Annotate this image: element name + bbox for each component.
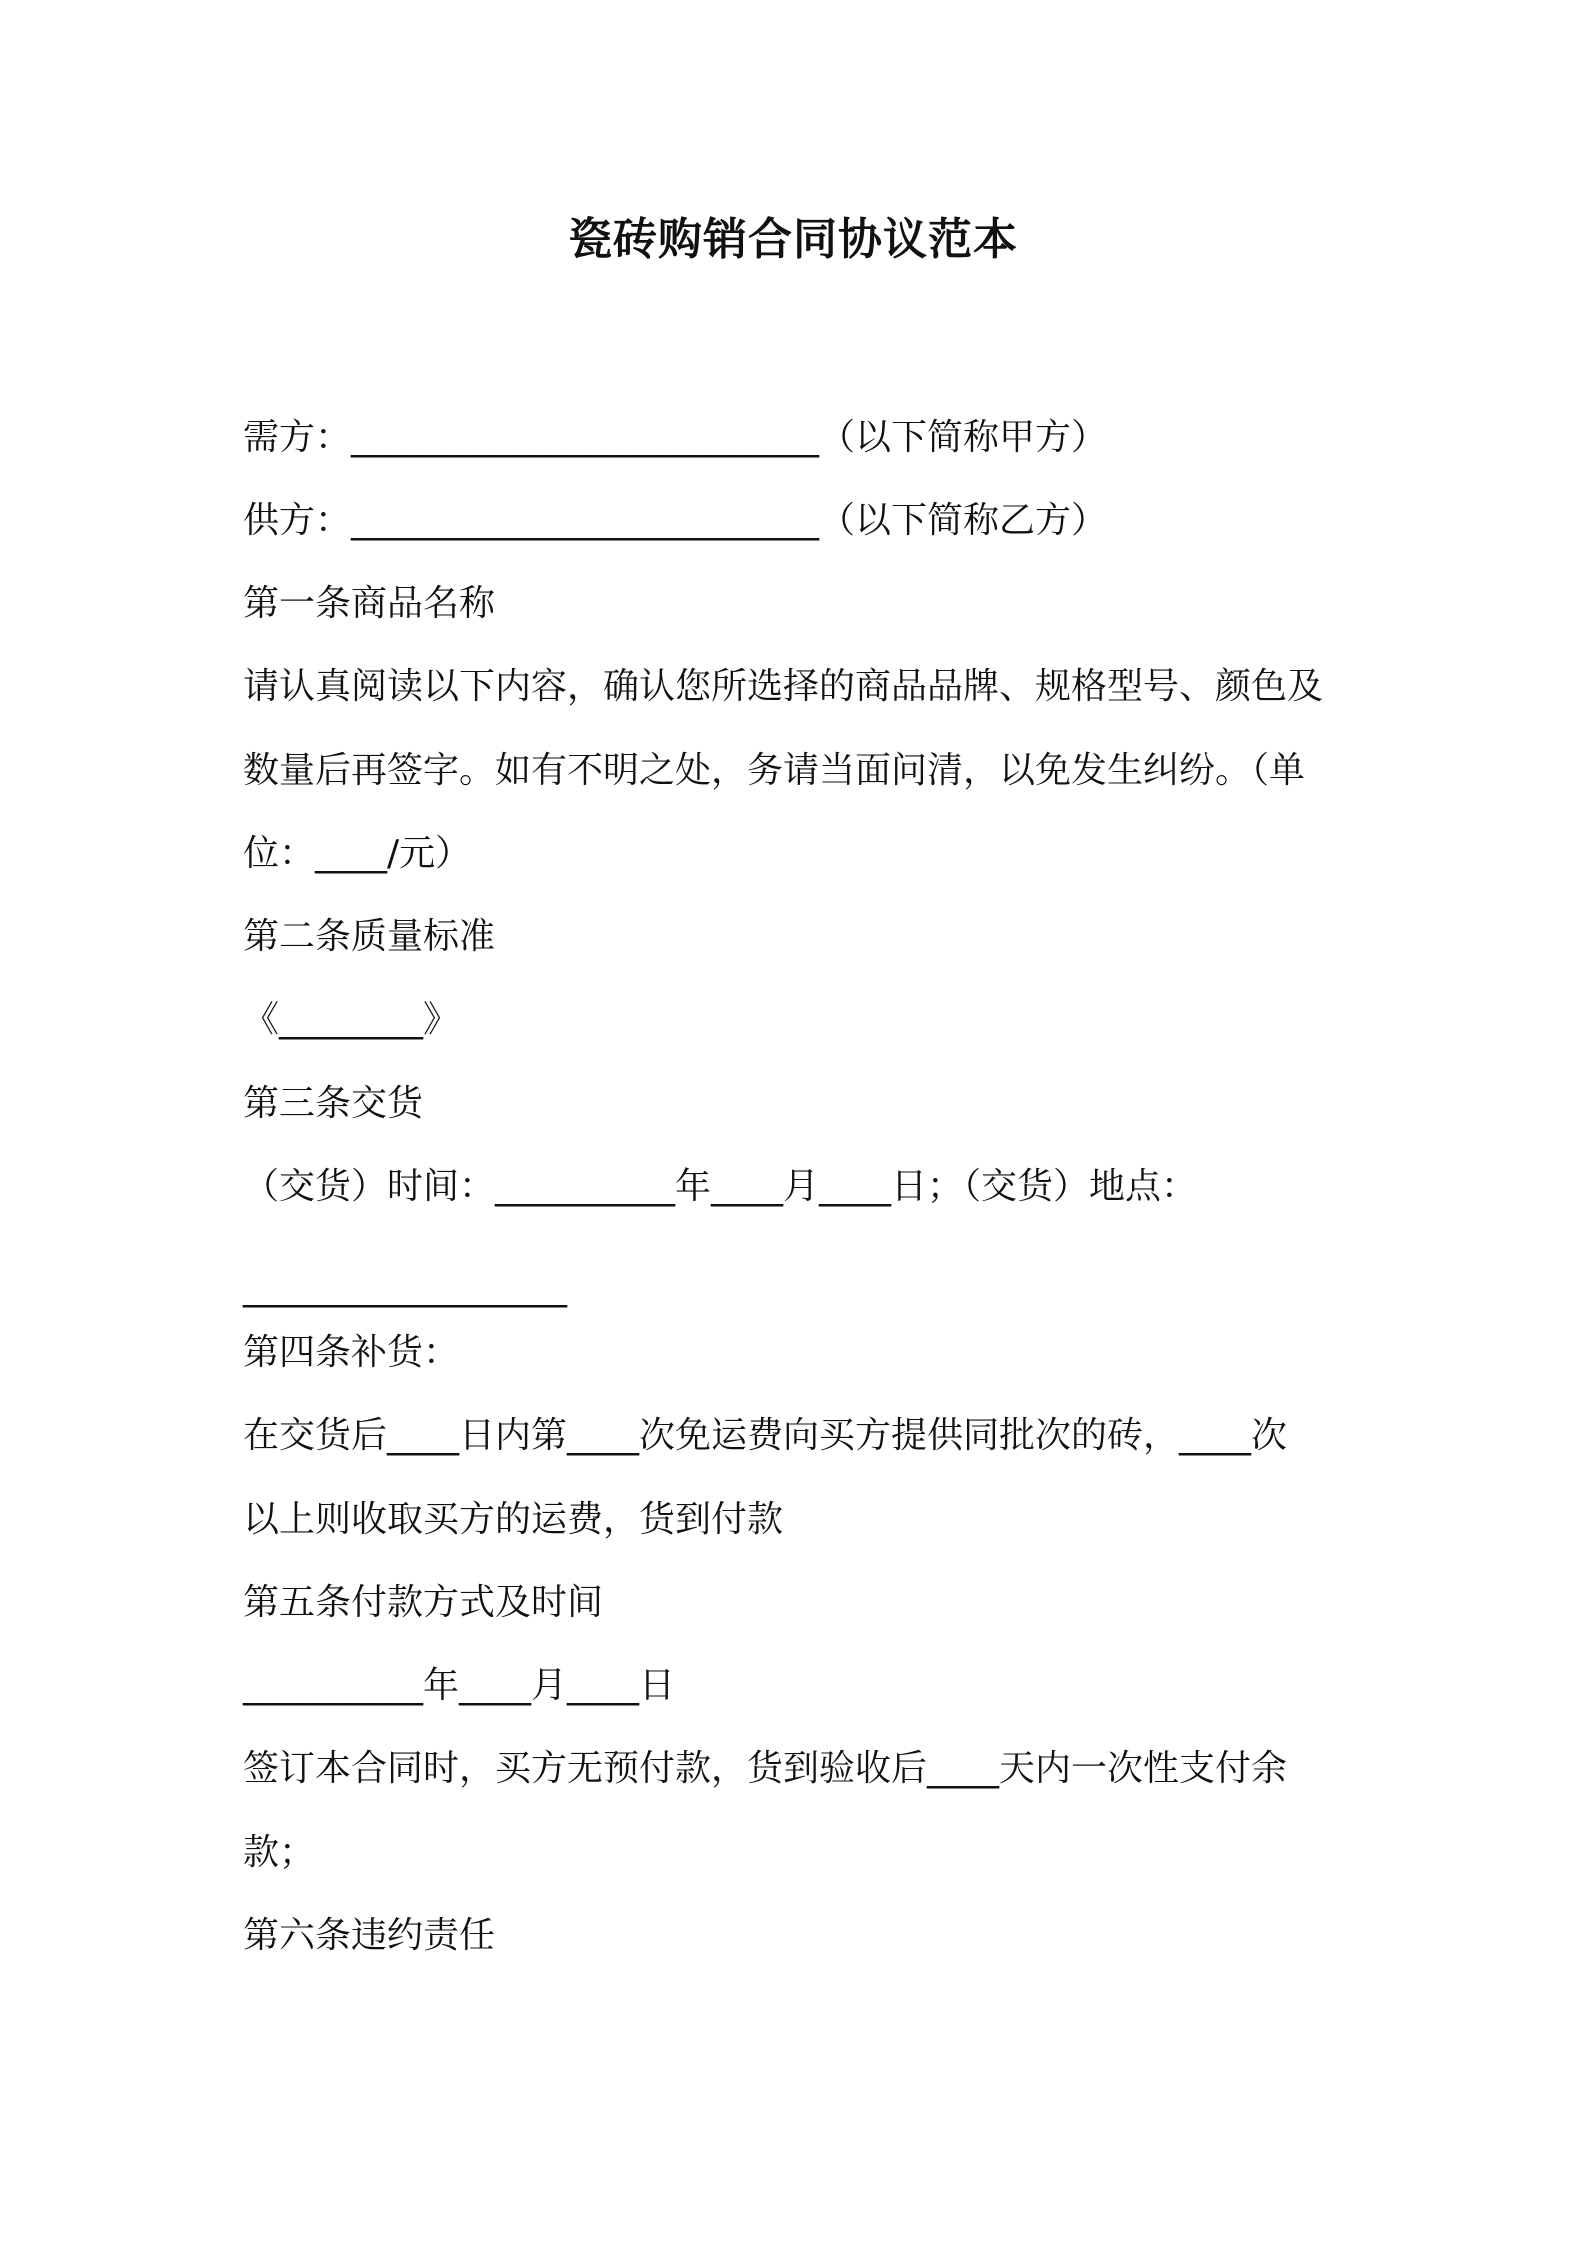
article-2-heading: 第二条质量标准: [243, 916, 496, 957]
article-5-text-line-1: 签订本合同时，买方无预付款，货到验收后____天内一次性支付余: [243, 1748, 1288, 1789]
payment-date-line: __________年____月____日: [243, 1665, 675, 1706]
article-6-heading: 第六条违约责任: [243, 1915, 496, 1956]
article-1-text-line-1: 请认真阅读以下内容，确认您所选择的商品品牌、规格型号、颜色及: [243, 666, 1324, 707]
article-1-text-line-2: 数量后再签字。如有不明之处，务请当面问清，以免发生纠纷。（单: [243, 750, 1306, 791]
article-2-text: 《________》: [243, 999, 460, 1040]
article-4-text-line-1: 在交货后____日内第____次免运费向买方提供同批次的砖，____次: [243, 1415, 1288, 1456]
article-1-heading: 第一条商品名称: [243, 583, 496, 624]
supplier-line: 供方：__________________________（以下简称乙方）: [243, 500, 1108, 541]
delivery-time-place-line: （交货）时间：__________年____月____日；（交货）地点：: [243, 1166, 1198, 1207]
article-1-text-line-3: 位：____/元）: [243, 833, 472, 874]
buyer-line: 需方：__________________________（以下简称甲方）: [243, 417, 1108, 458]
delivery-place-blank: __________________: [243, 1267, 567, 1308]
article-4-heading: 第四条补货：: [243, 1332, 460, 1373]
article-4-text-line-2: 以上则收取买方的运费，货到付款: [243, 1499, 784, 1540]
document-title: 瓷砖购销合同协议范本: [568, 214, 1018, 265]
article-5-text-line-2: 款；: [243, 1832, 316, 1873]
article-5-heading: 第五条付款方式及时间: [243, 1582, 604, 1623]
article-3-heading: 第三条交货: [243, 1083, 424, 1124]
